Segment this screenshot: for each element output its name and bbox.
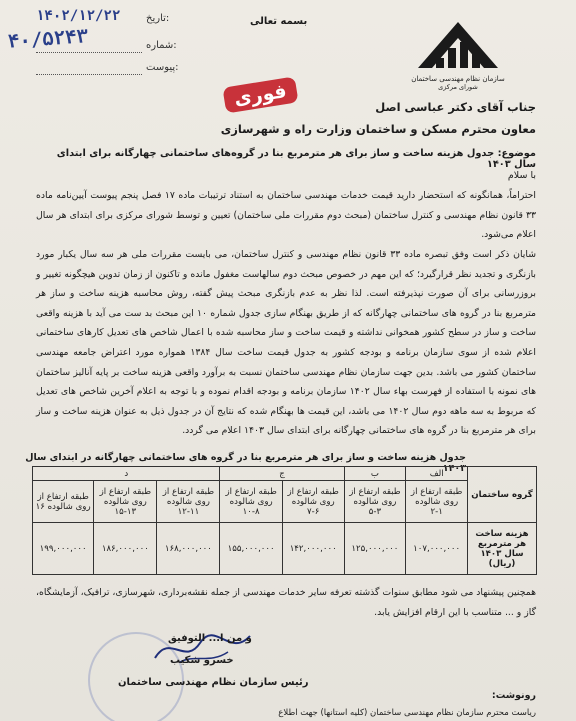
subheader-cell: طبقه ارتفاع از روی شالوده ۱۳-۱۵ (94, 481, 157, 523)
subheader-cell: طبقه ارتفاع از روی شالوده ۱۱-۱۲ (157, 481, 220, 523)
org-logo (408, 14, 508, 98)
value-cell: ۱۲۵,۰۰۰,۰۰۰ (344, 523, 406, 575)
number-label: شماره: (146, 40, 177, 51)
letter-meta (7, 4, 206, 74)
subheader-cell: طبقه ارتفاع از روی شالوده ۶-۷ (282, 481, 344, 523)
cost-table-wrapper (32, 466, 537, 575)
value-cell: ۱۶۸,۰۰۰,۰۰۰ (157, 523, 220, 575)
value-cell: ۱۹۹,۰۰۰,۰۰۰ (33, 523, 94, 575)
row-label: هزینه ساخت هر مترمربع سال ۱۴۰۳ (ریال) (468, 523, 537, 575)
subheader-cell: طبقه ارتفاع از روی شالوده ۸-۱۰ (220, 481, 282, 523)
attachment-underline (36, 74, 142, 75)
org-name: سازمان نظام مهندسی ساختمان (411, 75, 505, 83)
table-row (33, 523, 537, 575)
signer-title: رئیس سازمان نظام مهندسی ساختمان (118, 677, 309, 688)
paragraph-1: احتراماً، همانگونه که استحضار دارید قیمت خدمات مهندسی ساختمان به استناد ترتیبات ماده ۱۷ فصل پنجم پیوست آیین‌نامه ماده ۳۳ قانون نظام مهندسی و کنترل ساختمان (مبحث دوم مقررات ملی ساختمان) تعیین و توسط شورای مرکزی برای ابتدای هر سال اعلام می‌شود. (36, 190, 536, 241)
value-cell: ۱۵۵,۰۰۰,۰۰۰ (220, 523, 282, 575)
group-header: گروه ساختمان (468, 467, 537, 523)
group-row (33, 467, 537, 481)
paragraph-2: شایان ذکر است وفق تبصره ماده ۳۳ قانون نظام مهندسی و کنترل ساختمان، می بایست مقررات ملی هر سه سال یکبار مورد بازنگری و تجدید نظر قرارگیرد؛ که این مهم در خصوص مبحث دوم سالهاست مغفول مانده و تاکنون از زمان تدوین هیچگونه تغییر و بروزرسانی برای آن صورت نپذیرفته است. لذا نظر به عدم بازنگری مبحث پیش گفته، روش محاسبه هزینه ساخت و ساز هر مترمربع بنا در گروه های ساختمانی چهارگانه که از طریق بهنگام سازی جدول شماره ۱۰ این مبحث بد ست می آید با هزینه واقعی ساخت و ساز در سطح کشور همخوانی نداشته و قیمت ساخت و ساز محاسبه شده با اعمال شاخص های تعدیل کارهای ساختمانی اعلام شده از سوی سازمان برنامه و بودجه کشور به جدول قیمت ساخت سال ۱۳۸۴ همواره مورد اعتراض جامعه مهندسی ساختمان کشور می باشد. بدین جهت سازمان نظام مهندسی ساختمان نسبت به برآورد واقعی هزینه ساخت بر پایه آنالیز ساختمان های نمونه با استفاده از فهرست بهاء سال ۱۴۰۲ سازمان برنامه و بودجه اقدام نموده و با توجه به اعلام آخرین شاخص های تعدیل که مربوط به سه ماهه دوم سال ۱۴۰۲ می باشد، این قیمت ها بهنگام شده که نتایج آن در جدول ذیل به عنوان هزینه ساخت و ساز برای هر مترمربع بنا در گروه های ساختمانی چهارگانه برای ابتدای سال ۱۴۰۳ اعلام می گردد. (36, 249, 536, 437)
date-value: ۱۴۰۲/۱۲/۲۲ (36, 8, 121, 24)
group-cell: الف (406, 467, 468, 481)
closing-line: و من ا... التوفیق (168, 633, 252, 644)
date-label: تاریخ: (146, 13, 170, 24)
cost-table (32, 466, 537, 575)
paragraph-3: همچنین پیشنهاد می شود مطابق سنوات گذشته تعرفه سایر خدمات مهندسی از جمله نقشه‌برداری، شهرسازی، ترافیک، آزمایشگاه، گاز و ... متناسب با این ارقام افزایش یابد. (36, 587, 536, 618)
greeting: با سلام (507, 170, 536, 181)
attachment-label: پیوست: (146, 62, 179, 73)
urgent-badge: فوری (222, 76, 298, 113)
group-cell: د (33, 467, 220, 481)
cc-label: رونوشت: (491, 690, 536, 701)
value-cell: ۱۴۲,۰۰۰,۰۰۰ (282, 523, 344, 575)
subheader-row (33, 481, 537, 523)
basmala: بسمه تعالی (250, 16, 308, 27)
subheader-cell: طبقه ارتفاع از روی شالوده ۱-۲ (406, 481, 468, 523)
table-caption: جدول هزینه ساخت و ساز برای هر مترمربع بنا در گروه های ساختمانی چهارگانه در ابتدای سال ۱۴۰۳ (25, 452, 466, 474)
cc-line: ریاست محترم سازمان نظام مهندسی ساختمان (کلیه استانها) جهت اطلاع (278, 708, 536, 718)
subheader-cell: طبقه ارتفاع از روی شالوده ۳-۵ (344, 481, 406, 523)
recipient-name: جناب آقای دکتر عباسی اصل (375, 100, 536, 114)
recipient-title: معاون محترم مسکن و ساختمان وزارت راه و شهرسازی (220, 122, 536, 136)
number-underline (36, 52, 142, 53)
group-cell: ب (344, 467, 406, 481)
building-logo-icon (408, 14, 508, 70)
number-value: ۴۰/۵۲۴۳ (7, 25, 89, 53)
signer-name: خسرو شکیب (170, 655, 234, 666)
subheader-cell: طبقه ارتفاع از روی شالوده ۱۶ (33, 481, 94, 523)
subject-line: موضوع: جدول هزینه ساخت و ساز برای هر مترمربع بنا در گروه‌های ساختمانی چهارگانه برای ابتدای سال ۱۴۰۳ (56, 148, 536, 170)
org-sub: شورای مرکزی (438, 83, 478, 91)
value-cell: ۱۰۷,۰۰۰,۰۰۰ (406, 523, 468, 575)
value-cell: ۱۸۶,۰۰۰,۰۰۰ (94, 523, 157, 575)
group-cell: ج (220, 467, 344, 481)
